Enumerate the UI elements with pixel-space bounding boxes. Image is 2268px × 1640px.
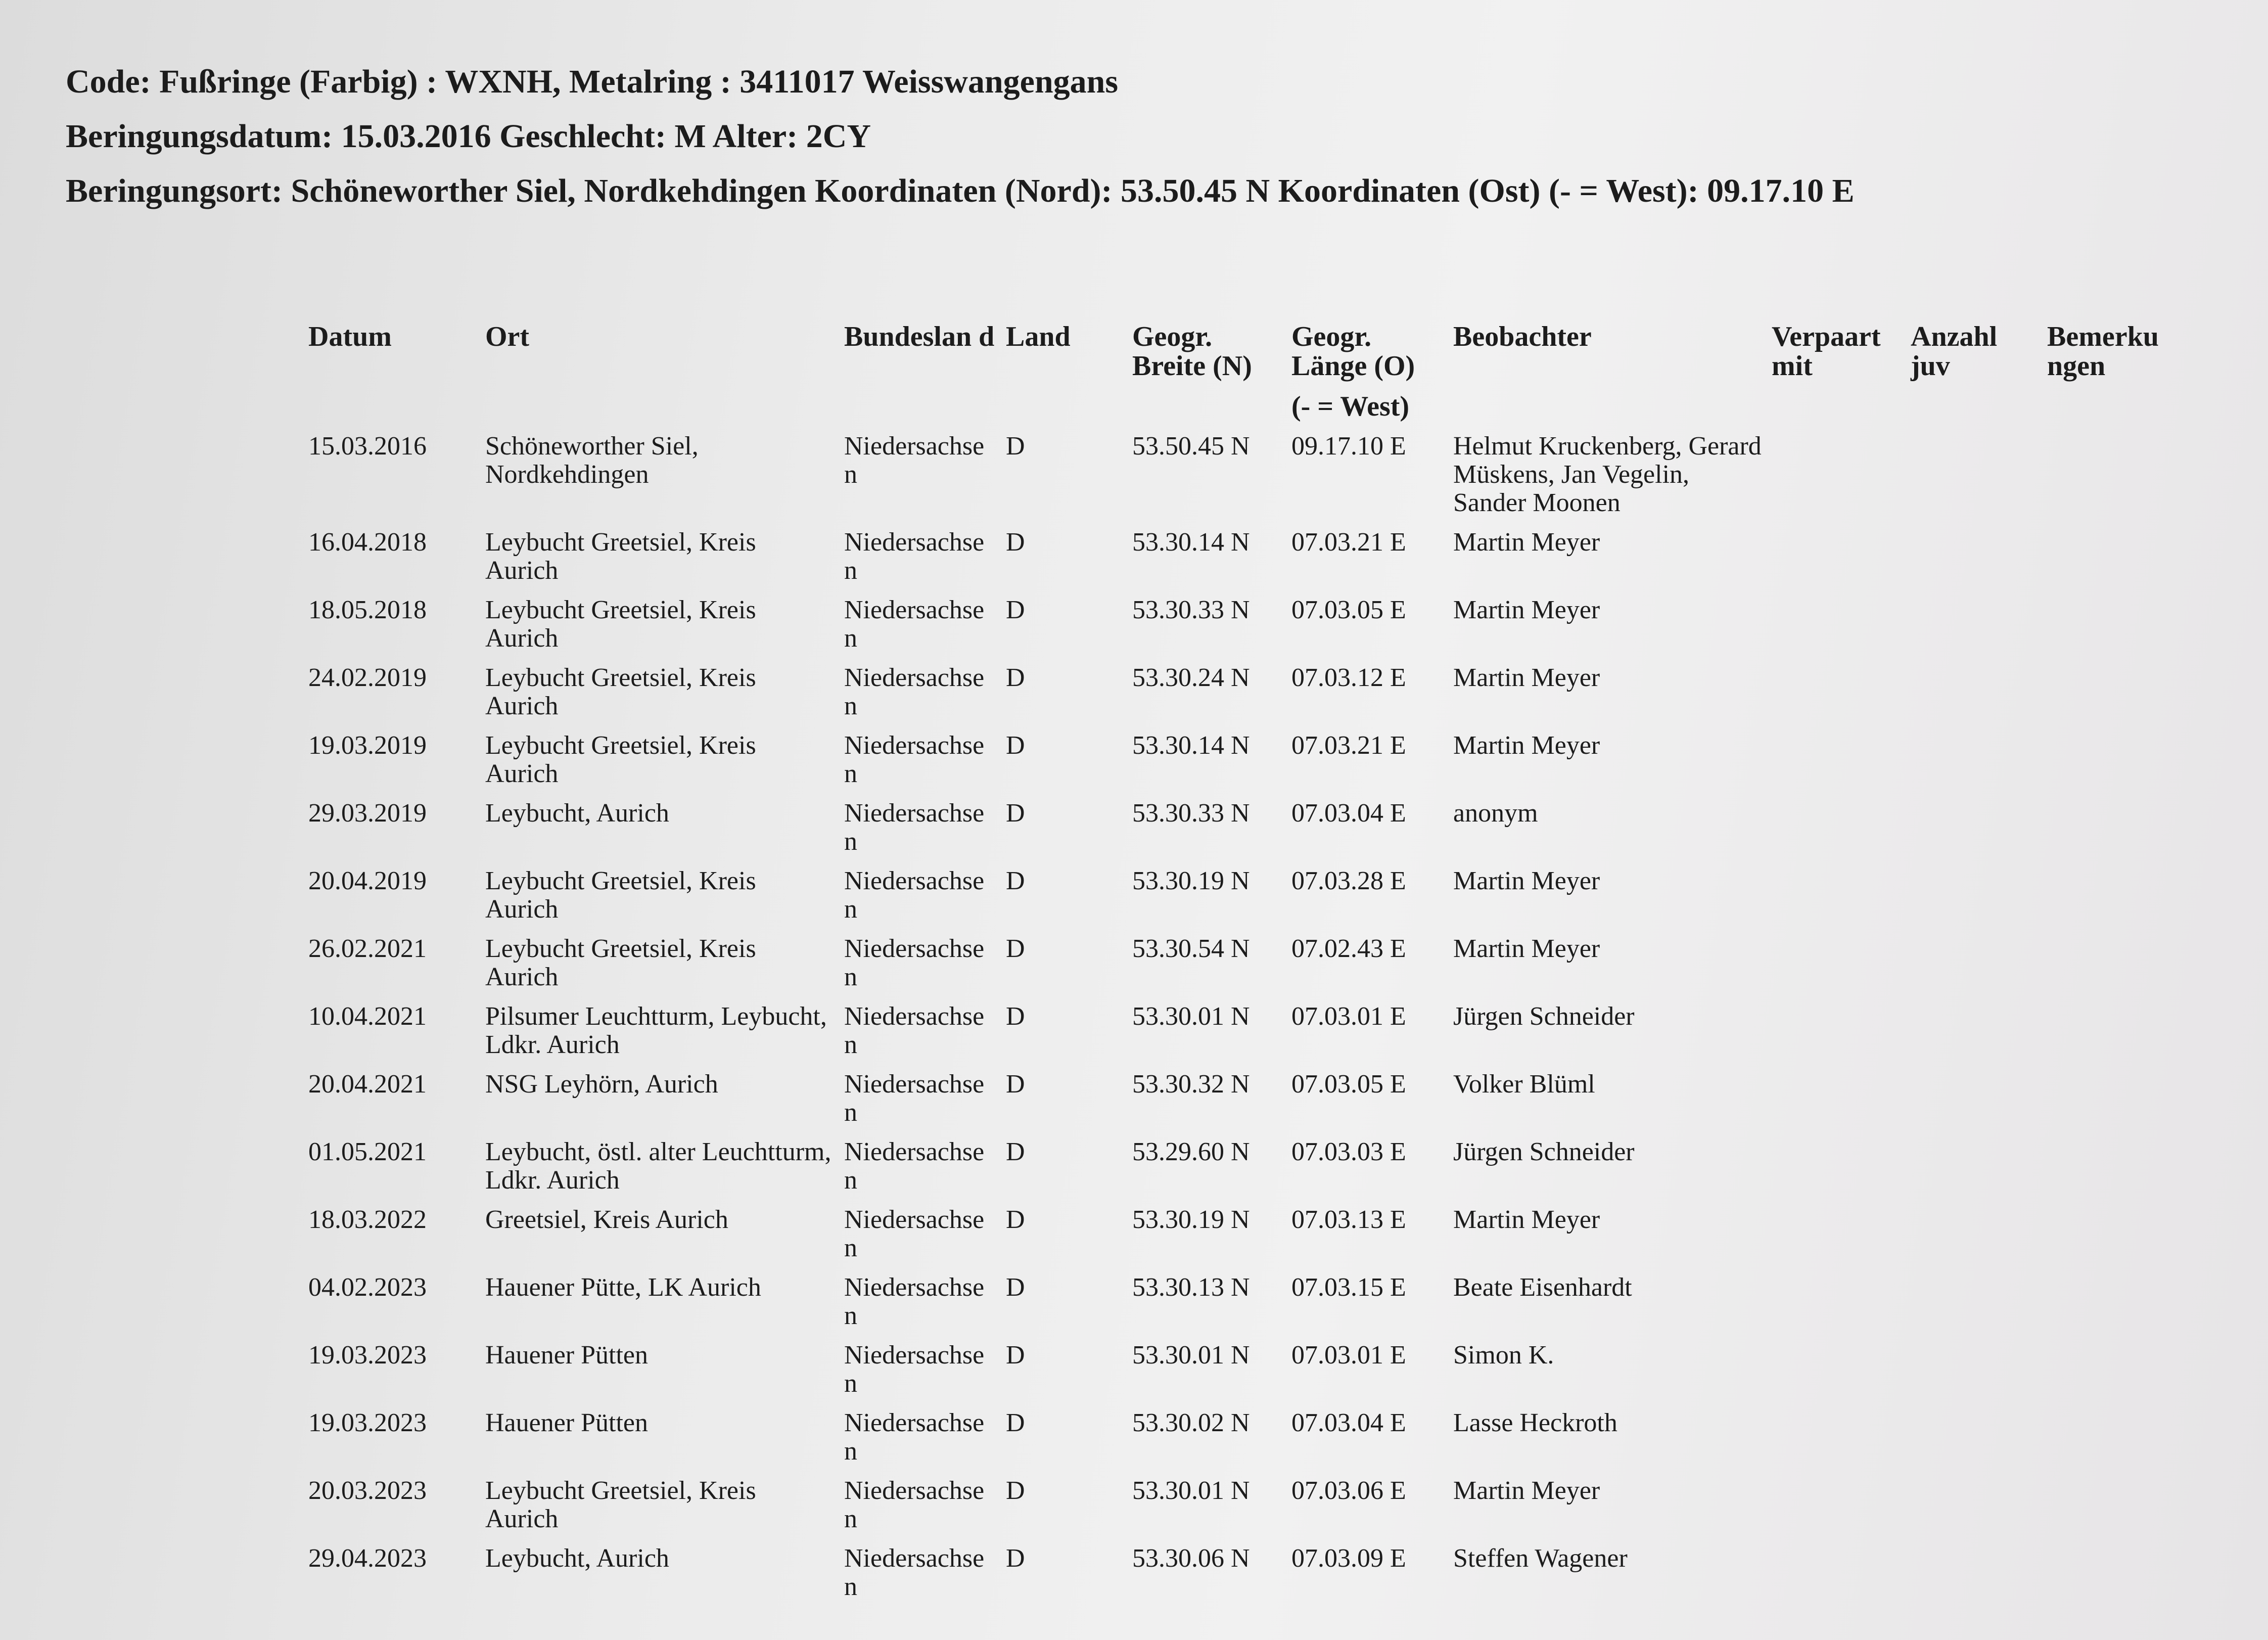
cell-land: D <box>1006 528 1025 557</box>
col-header-anzahl: Anzahl juv <box>1911 321 1998 382</box>
table-row <box>303 1070 2184 1138</box>
cell-datum: 29.03.2019 <box>308 799 427 828</box>
cell-breite: 53.30.01 N <box>1132 1341 1250 1370</box>
col-header-ort: Ort <box>485 321 530 352</box>
cell-breite: 53.30.54 N <box>1132 935 1250 963</box>
cell-laenge: 07.03.05 E <box>1291 596 1406 624</box>
cell-bemerkungen <box>2042 799 2184 867</box>
col-header-bemerkungen: Bemerku ngen <box>2047 321 2159 382</box>
cell-breite: 53.30.14 N <box>1132 732 1250 760</box>
cell-bundesland: Niedersachsen <box>844 1206 985 1262</box>
cell-bundesland: Niedersachsen <box>844 1070 985 1127</box>
cell-ort: Leybucht Greetsiel, Kreis Aurich <box>485 596 756 653</box>
cell-verpaart <box>1767 1138 1906 1206</box>
cell-bemerkungen <box>2042 732 2184 799</box>
cell-bundesland: Niedersachsen <box>844 1477 985 1533</box>
cell-anzahl <box>1906 1273 2042 1341</box>
cell-anzahl <box>1906 432 2042 528</box>
cell-ort: NSG Leyhörn, Aurich <box>485 1070 718 1099</box>
cell-beobachter: Martin Meyer <box>1453 664 1600 692</box>
table-row <box>303 799 2184 867</box>
cell-verpaart <box>1767 1003 1906 1070</box>
cell-bundesland: Niedersachsen <box>844 664 985 720</box>
cell-beobachter: Martin Meyer <box>1453 528 1600 557</box>
cell-bemerkungen <box>2042 1206 2184 1273</box>
cell-verpaart <box>1767 732 1906 799</box>
table-row <box>303 1477 2184 1544</box>
cell-ort: Hauener Pütte, LK Aurich <box>485 1273 761 1302</box>
cell-ort: Leybucht Greetsiel, Kreis Aurich <box>485 664 756 720</box>
cell-land: D <box>1006 596 1025 624</box>
cell-breite: 53.50.45 N <box>1132 432 1250 461</box>
cell-beobachter: Helmut Kruckenberg, Gerard Müskens, Jan Vegelin, Sander Moonen <box>1453 432 1762 517</box>
cell-anzahl <box>1906 799 2042 867</box>
cell-verpaart <box>1767 1544 1906 1612</box>
cell-bundesland: Niedersachsen <box>844 1409 985 1466</box>
ring-code-line: Code: Fußringe (Farbig) : WXNH, Metalring : 3411017 Weisswangengans <box>66 63 1119 100</box>
cell-ort: Leybucht, östl. alter Leuchtturm, Ldkr. Aurich <box>485 1138 831 1195</box>
cell-bundesland: Niedersachsen <box>844 1003 985 1059</box>
cell-bundesland: Niedersachsen <box>844 1138 985 1195</box>
table-row <box>303 1003 2184 1070</box>
cell-datum: 19.03.2019 <box>308 732 427 760</box>
cell-bemerkungen <box>2042 528 2184 596</box>
cell-ort: Hauener Pütten <box>485 1341 649 1370</box>
cell-laenge: 09.17.10 E <box>1291 432 1406 461</box>
cell-breite: 53.30.06 N <box>1132 1544 1250 1573</box>
table-row <box>303 664 2184 732</box>
cell-ort: Pilsumer Leuchtturm, Leybucht, Ldkr. Aurich <box>485 1003 827 1059</box>
cell-laenge: 07.03.06 E <box>1291 1477 1406 1505</box>
col-header-laenge <box>1286 316 1448 432</box>
cell-bemerkungen <box>2042 867 2184 935</box>
cell-ort: Leybucht Greetsiel, Kreis Aurich <box>485 528 756 585</box>
cell-land: D <box>1006 664 1025 692</box>
col-header-laenge-sub: (- = West) <box>1291 391 1410 422</box>
cell-laenge: 07.03.15 E <box>1291 1273 1406 1302</box>
cell-bundesland: Niedersachsen <box>844 432 985 489</box>
table-row <box>303 867 2184 935</box>
cell-anzahl <box>1906 528 2042 596</box>
cell-anzahl <box>1906 1206 2042 1273</box>
table-row <box>303 1409 2184 1477</box>
cell-land: D <box>1006 867 1025 895</box>
cell-anzahl <box>1906 935 2042 1003</box>
cell-datum: 16.04.2018 <box>308 528 427 557</box>
cell-anzahl <box>1906 1409 2042 1477</box>
table-row <box>303 1206 2184 1273</box>
cell-bemerkungen <box>2042 596 2184 664</box>
cell-datum: 20.04.2019 <box>308 867 427 895</box>
col-header-beobachter: Beobachter <box>1453 321 1592 352</box>
cell-datum: 18.03.2022 <box>308 1206 427 1234</box>
cell-laenge: 07.03.04 E <box>1291 799 1406 828</box>
cell-verpaart <box>1767 1409 1906 1477</box>
cell-datum: 20.04.2021 <box>308 1070 427 1099</box>
col-header-bundesland: Bundeslan d <box>844 321 995 352</box>
cell-beobachter: Martin Meyer <box>1453 732 1600 760</box>
cell-verpaart <box>1767 1477 1906 1544</box>
cell-laenge: 07.03.05 E <box>1291 1070 1406 1099</box>
cell-verpaart <box>1767 799 1906 867</box>
table-row <box>303 432 2184 528</box>
cell-breite: 53.30.02 N <box>1132 1409 1250 1437</box>
cell-bundesland: Niedersachsen <box>844 1273 985 1330</box>
cell-verpaart <box>1767 1206 1906 1273</box>
cell-datum: 19.03.2023 <box>308 1341 427 1370</box>
cell-breite: 53.30.01 N <box>1132 1003 1250 1031</box>
cell-datum: 29.04.2023 <box>308 1544 427 1573</box>
cell-bemerkungen <box>2042 1341 2184 1409</box>
cell-datum: 19.03.2023 <box>308 1409 427 1437</box>
cell-datum: 20.03.2023 <box>308 1477 427 1505</box>
cell-ort: Leybucht, Aurich <box>485 1544 669 1573</box>
cell-beobachter: Simon K. <box>1453 1341 1554 1370</box>
cell-datum: 24.02.2019 <box>308 664 427 692</box>
cell-anzahl <box>1906 1544 2042 1612</box>
cell-verpaart <box>1767 1341 1906 1409</box>
table-row <box>303 935 2184 1003</box>
cell-bemerkungen <box>2042 1477 2184 1544</box>
cell-beobachter: Martin Meyer <box>1453 867 1600 895</box>
cell-ort: Leybucht Greetsiel, Kreis Aurich <box>485 1477 756 1533</box>
cell-land: D <box>1006 1138 1025 1166</box>
cell-verpaart <box>1767 1273 1906 1341</box>
cell-laenge: 07.03.13 E <box>1291 1206 1406 1234</box>
cell-land: D <box>1006 1544 1025 1573</box>
cell-anzahl <box>1906 1341 2042 1409</box>
cell-bemerkungen <box>2042 432 2184 528</box>
cell-datum: 18.05.2018 <box>308 596 427 624</box>
table-row <box>303 528 2184 596</box>
cell-ort: Leybucht Greetsiel, Kreis Aurich <box>485 935 756 991</box>
cell-anzahl <box>1906 1070 2042 1138</box>
cell-laenge: 07.03.21 E <box>1291 732 1406 760</box>
cell-laenge: 07.03.12 E <box>1291 664 1406 692</box>
cell-beobachter: Beate Eisenhardt <box>1453 1273 1632 1302</box>
cell-laenge: 07.03.01 E <box>1291 1341 1406 1370</box>
table-row <box>303 1273 2184 1341</box>
cell-beobachter: Martin Meyer <box>1453 1206 1600 1234</box>
cell-beobachter: Martin Meyer <box>1453 935 1600 963</box>
cell-laenge: 07.02.43 E <box>1291 935 1406 963</box>
cell-laenge: 07.03.21 E <box>1291 528 1406 557</box>
cell-beobachter: Jürgen Schneider <box>1453 1003 1635 1031</box>
table-row <box>303 596 2184 664</box>
cell-bundesland: Niedersachsen <box>844 1544 985 1601</box>
ringing-date-line: Beringungsdatum: 15.03.2016 Geschlecht: M Alter: 2CY <box>66 118 871 155</box>
cell-beobachter: Martin Meyer <box>1453 596 1600 624</box>
cell-verpaart <box>1767 664 1906 732</box>
cell-ort: Leybucht, Aurich <box>485 799 669 828</box>
cell-ort: Greetsiel, Kreis Aurich <box>485 1206 728 1234</box>
cell-breite: 53.30.32 N <box>1132 1070 1250 1099</box>
cell-land: D <box>1006 1003 1025 1031</box>
cell-land: D <box>1006 432 1025 461</box>
cell-breite: 53.30.19 N <box>1132 1206 1250 1234</box>
cell-datum: 15.03.2016 <box>308 432 427 461</box>
cell-bemerkungen <box>2042 935 2184 1003</box>
cell-beobachter: Volker Blüml <box>1453 1070 1595 1099</box>
cell-bundesland: Niedersachsen <box>844 1341 985 1398</box>
cell-laenge: 07.03.04 E <box>1291 1409 1406 1437</box>
cell-land: D <box>1006 1341 1025 1370</box>
cell-verpaart <box>1767 867 1906 935</box>
cell-laenge: 07.03.28 E <box>1291 867 1406 895</box>
table-header-row <box>303 316 2184 432</box>
table-row <box>303 732 2184 799</box>
cell-laenge: 07.03.01 E <box>1291 1003 1406 1031</box>
document-header <box>66 55 1855 218</box>
cell-datum: 26.02.2021 <box>308 935 427 963</box>
cell-bemerkungen <box>2042 1138 2184 1206</box>
cell-anzahl <box>1906 664 2042 732</box>
cell-verpaart <box>1767 935 1906 1003</box>
cell-bundesland: Niedersachsen <box>844 799 985 856</box>
cell-verpaart <box>1767 432 1906 528</box>
cell-verpaart <box>1767 1070 1906 1138</box>
cell-ort: Hauener Pütten <box>485 1409 649 1437</box>
col-header-land: Land <box>1006 321 1071 352</box>
cell-bundesland: Niedersachsen <box>844 935 985 991</box>
cell-bemerkungen <box>2042 664 2184 732</box>
ringing-location-line: Beringungsort: Schöneworther Siel, Nordkehdingen Koordinaten (Nord): 53.50.45 N Koordinaten (Ost) (- = West): 09.17.10 E <box>66 172 1855 209</box>
cell-breite: 53.30.19 N <box>1132 867 1250 895</box>
cell-bundesland: Niedersachsen <box>844 528 985 585</box>
table-row <box>303 1544 2184 1612</box>
cell-datum: 10.04.2021 <box>308 1003 427 1031</box>
cell-beobachter: Martin Meyer <box>1453 1477 1600 1505</box>
cell-verpaart <box>1767 596 1906 664</box>
sightings-table <box>303 316 2184 1612</box>
cell-bemerkungen <box>2042 1544 2184 1612</box>
cell-laenge: 07.03.03 E <box>1291 1138 1406 1166</box>
table-row <box>303 1341 2184 1409</box>
cell-beobachter: anonym <box>1453 799 1538 828</box>
cell-laenge: 07.03.09 E <box>1291 1544 1406 1573</box>
cell-land: D <box>1006 935 1025 963</box>
cell-land: D <box>1006 1477 1025 1505</box>
cell-ort: Leybucht Greetsiel, Kreis Aurich <box>485 732 756 788</box>
cell-bemerkungen <box>2042 1273 2184 1341</box>
cell-beobachter: Steffen Wagener <box>1453 1544 1628 1573</box>
cell-anzahl <box>1906 732 2042 799</box>
cell-datum: 01.05.2021 <box>308 1138 427 1166</box>
cell-ort: Schöneworther Siel, Nordkehdingen <box>485 432 699 489</box>
cell-land: D <box>1006 1409 1025 1437</box>
cell-bundesland: Niedersachsen <box>844 732 985 788</box>
cell-anzahl <box>1906 867 2042 935</box>
cell-anzahl <box>1906 1138 2042 1206</box>
cell-breite: 53.30.24 N <box>1132 664 1250 692</box>
col-header-laenge-label: Geogr. Länge (O) <box>1291 321 1415 382</box>
cell-bundesland: Niedersachsen <box>844 867 985 924</box>
cell-anzahl <box>1906 596 2042 664</box>
cell-land: D <box>1006 732 1025 760</box>
cell-bemerkungen <box>2042 1070 2184 1138</box>
cell-breite: 53.30.33 N <box>1132 596 1250 624</box>
cell-bemerkungen <box>2042 1409 2184 1477</box>
col-header-verpaart: Verpaart mit <box>1772 321 1881 382</box>
cell-bundesland: Niedersachsen <box>844 596 985 653</box>
cell-verpaart <box>1767 528 1906 596</box>
cell-breite: 53.30.01 N <box>1132 1477 1250 1505</box>
cell-breite: 53.30.13 N <box>1132 1273 1250 1302</box>
cell-beobachter: Lasse Heckroth <box>1453 1409 1617 1437</box>
cell-anzahl <box>1906 1477 2042 1544</box>
cell-breite: 53.30.33 N <box>1132 799 1250 828</box>
cell-land: D <box>1006 1070 1025 1099</box>
cell-ort: Leybucht Greetsiel, Kreis Aurich <box>485 867 756 924</box>
cell-breite: 53.30.14 N <box>1132 528 1250 557</box>
cell-breite: 53.29.60 N <box>1132 1138 1250 1166</box>
col-header-breite: Geogr. Breite (N) <box>1132 321 1252 382</box>
table-row <box>303 1138 2184 1206</box>
col-header-datum: Datum <box>308 321 392 352</box>
cell-land: D <box>1006 799 1025 828</box>
cell-datum: 04.02.2023 <box>308 1273 427 1302</box>
cell-anzahl <box>1906 1003 2042 1070</box>
cell-beobachter: Jürgen Schneider <box>1453 1138 1635 1166</box>
cell-land: D <box>1006 1273 1025 1302</box>
cell-land: D <box>1006 1206 1025 1234</box>
cell-bemerkungen <box>2042 1003 2184 1070</box>
